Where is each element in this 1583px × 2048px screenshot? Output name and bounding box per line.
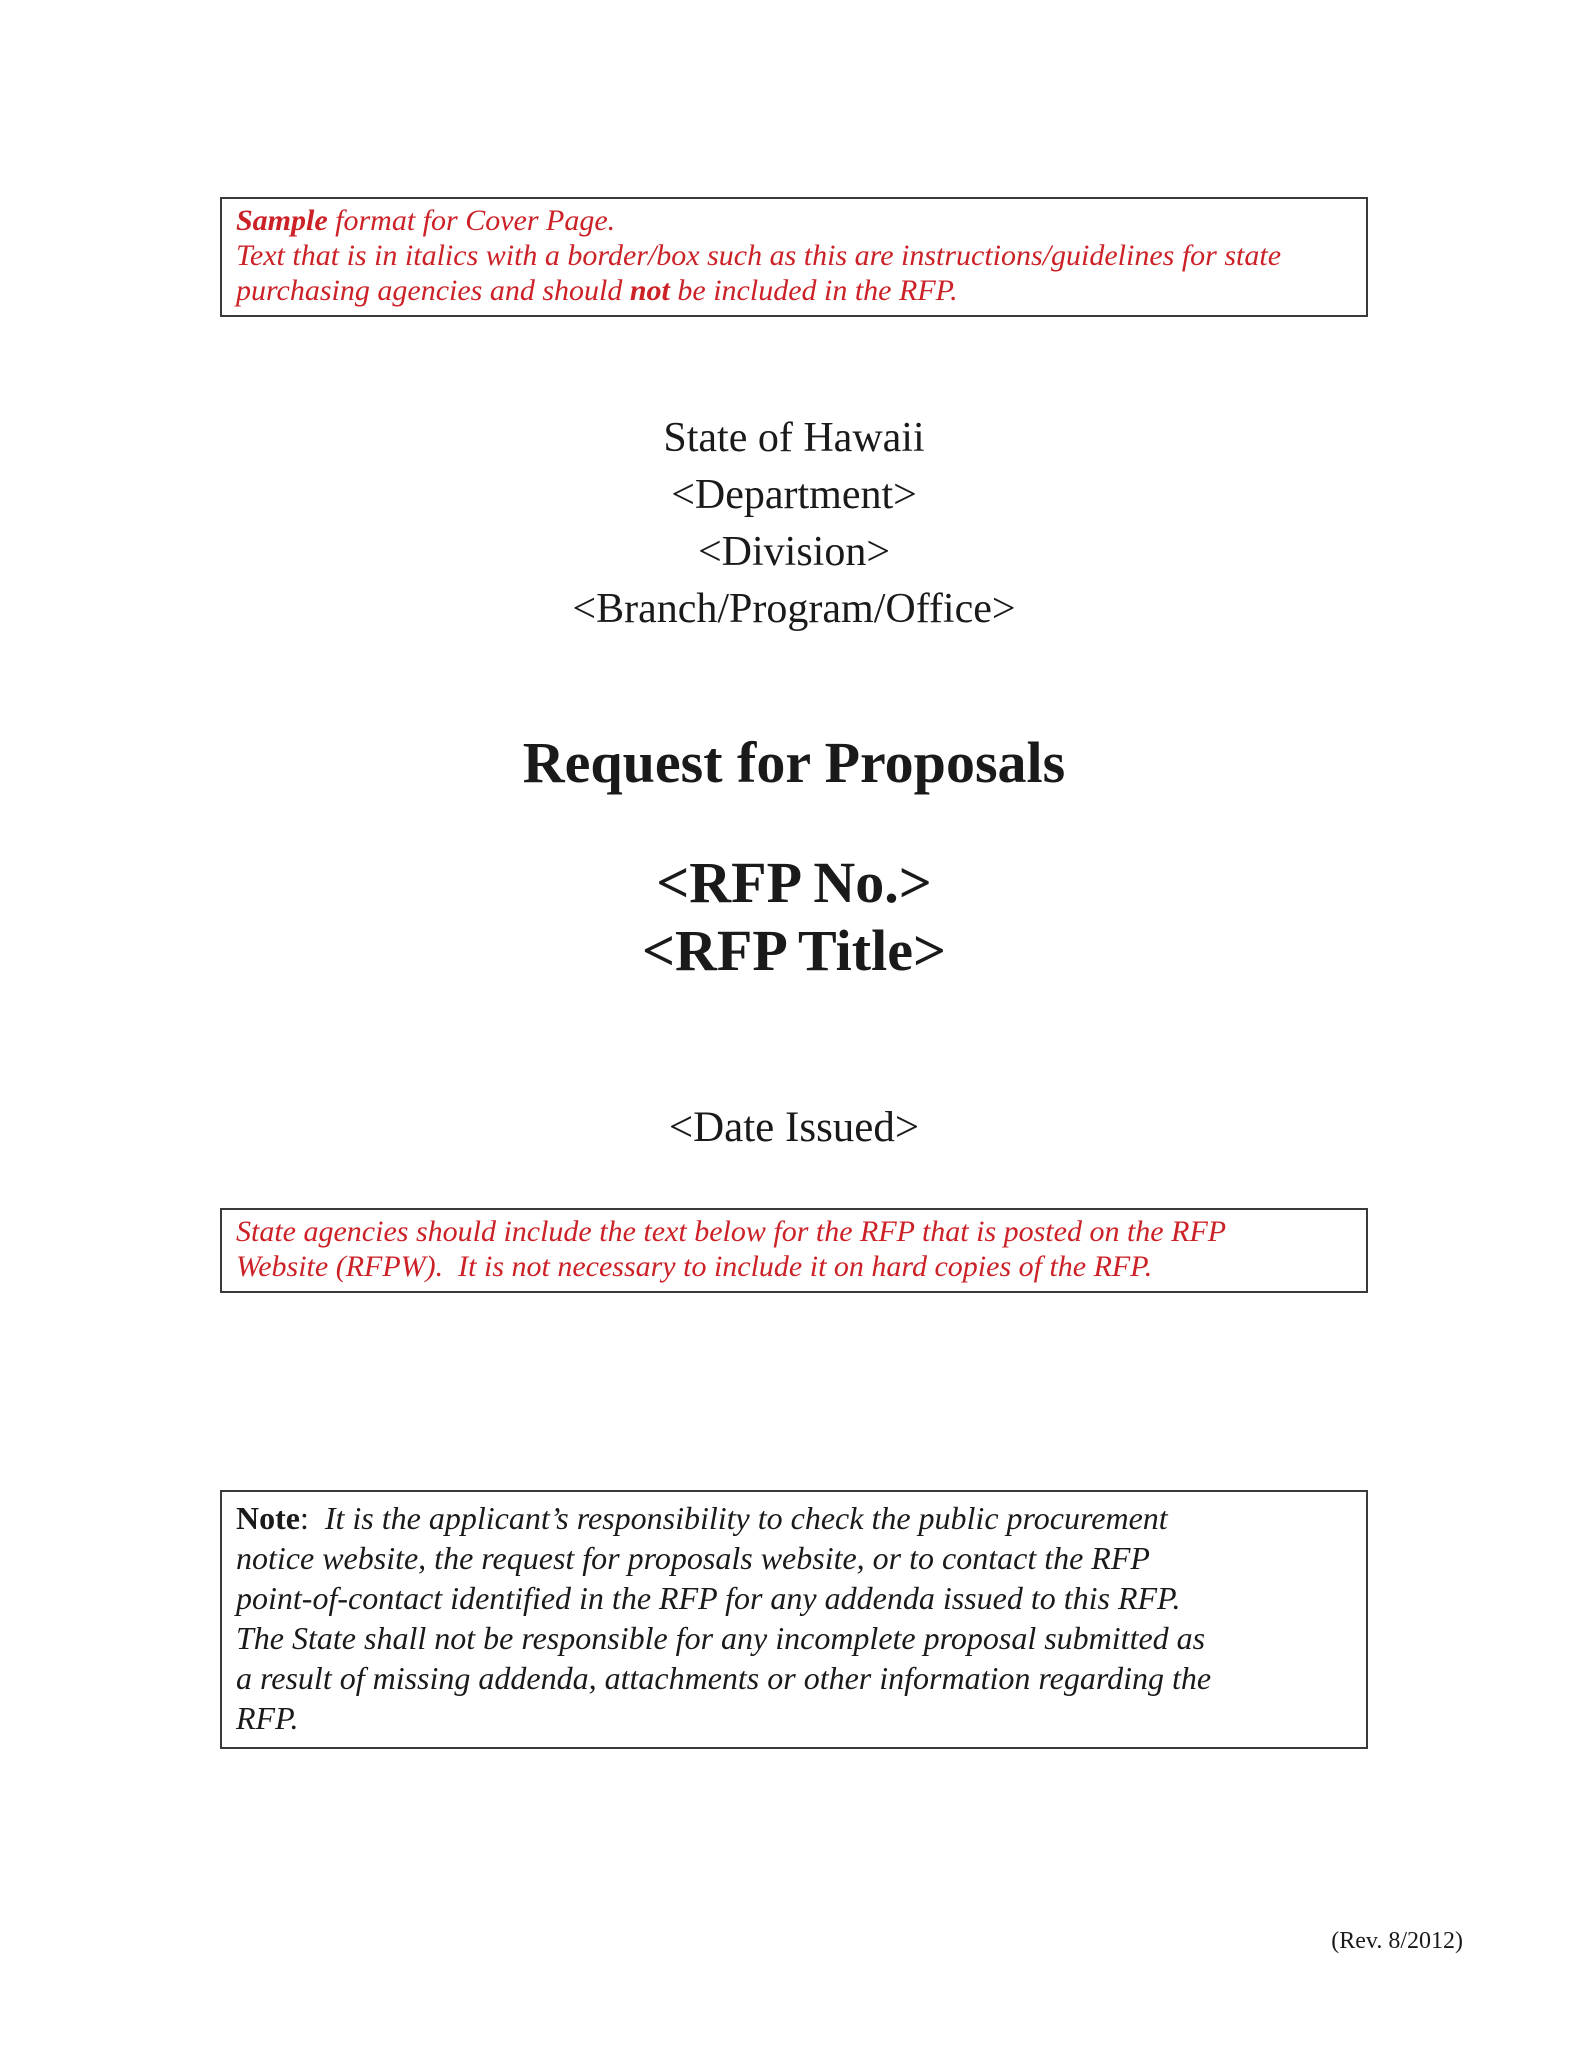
instruction-text: format for Cover Page. xyxy=(327,204,616,237)
rfp-heading-block xyxy=(220,849,1368,985)
instruction-line xyxy=(236,203,1352,238)
instruction-line: Text that is in italics with a border/box such as this are instructions/guidelines for state xyxy=(236,239,1282,272)
sample-bold-text: Sample xyxy=(236,204,328,237)
heading-state-of-hawaii: State of Hawaii xyxy=(663,415,925,461)
instruction-line: Website (RFPW). It is not necessary to include it on hard copies of the RFP. xyxy=(236,1250,1153,1283)
note-text: It is the applicant’s responsibility to check the public procurement xyxy=(324,1500,1168,1536)
not-bold-text: not xyxy=(629,274,670,307)
revision-footer: (Rev. 8/2012) xyxy=(1331,1928,1463,1954)
instruction-box-sample-format xyxy=(220,197,1368,317)
instruction-text: purchasing agencies and should xyxy=(236,274,630,307)
instruction-box-rfp-website xyxy=(220,1208,1368,1293)
rfp-number-placeholder: <RFP No.> xyxy=(656,850,932,915)
note-line: RFP. xyxy=(236,1700,299,1736)
instruction-line xyxy=(236,273,1352,308)
note-line: The State shall not be responsible for any incomplete proposal submitted as xyxy=(236,1620,1206,1656)
note-line: point-of-contact identified in the RFP for any addenda issued to this RFP. xyxy=(236,1580,1181,1616)
heading-branch-program-office-placeholder: <Branch/Program/Office> xyxy=(572,586,1016,632)
instruction-line: State agencies should include the text below for the RFP that is posted on the RFP xyxy=(236,1215,1227,1248)
note-line: notice website, the request for proposals website, or to contact the RFP xyxy=(236,1540,1150,1576)
rfp-title-placeholder: <RFP Title> xyxy=(641,918,947,983)
note-line xyxy=(236,1498,1352,1538)
heading-division-placeholder: <Division> xyxy=(697,529,891,575)
org-heading-block xyxy=(220,410,1368,638)
heading-department-placeholder: <Department> xyxy=(671,472,917,518)
note-line: a result of missing addenda, attachments or other information regarding the xyxy=(236,1660,1212,1696)
date-issued-placeholder: <Date Issued> xyxy=(668,1104,920,1151)
note-label: Note xyxy=(236,1500,300,1536)
note-box xyxy=(220,1490,1368,1749)
instruction-text: be included in the RFP. xyxy=(669,274,958,307)
note-separator: : xyxy=(299,1500,325,1536)
document-title: Request for Proposals xyxy=(522,730,1066,795)
